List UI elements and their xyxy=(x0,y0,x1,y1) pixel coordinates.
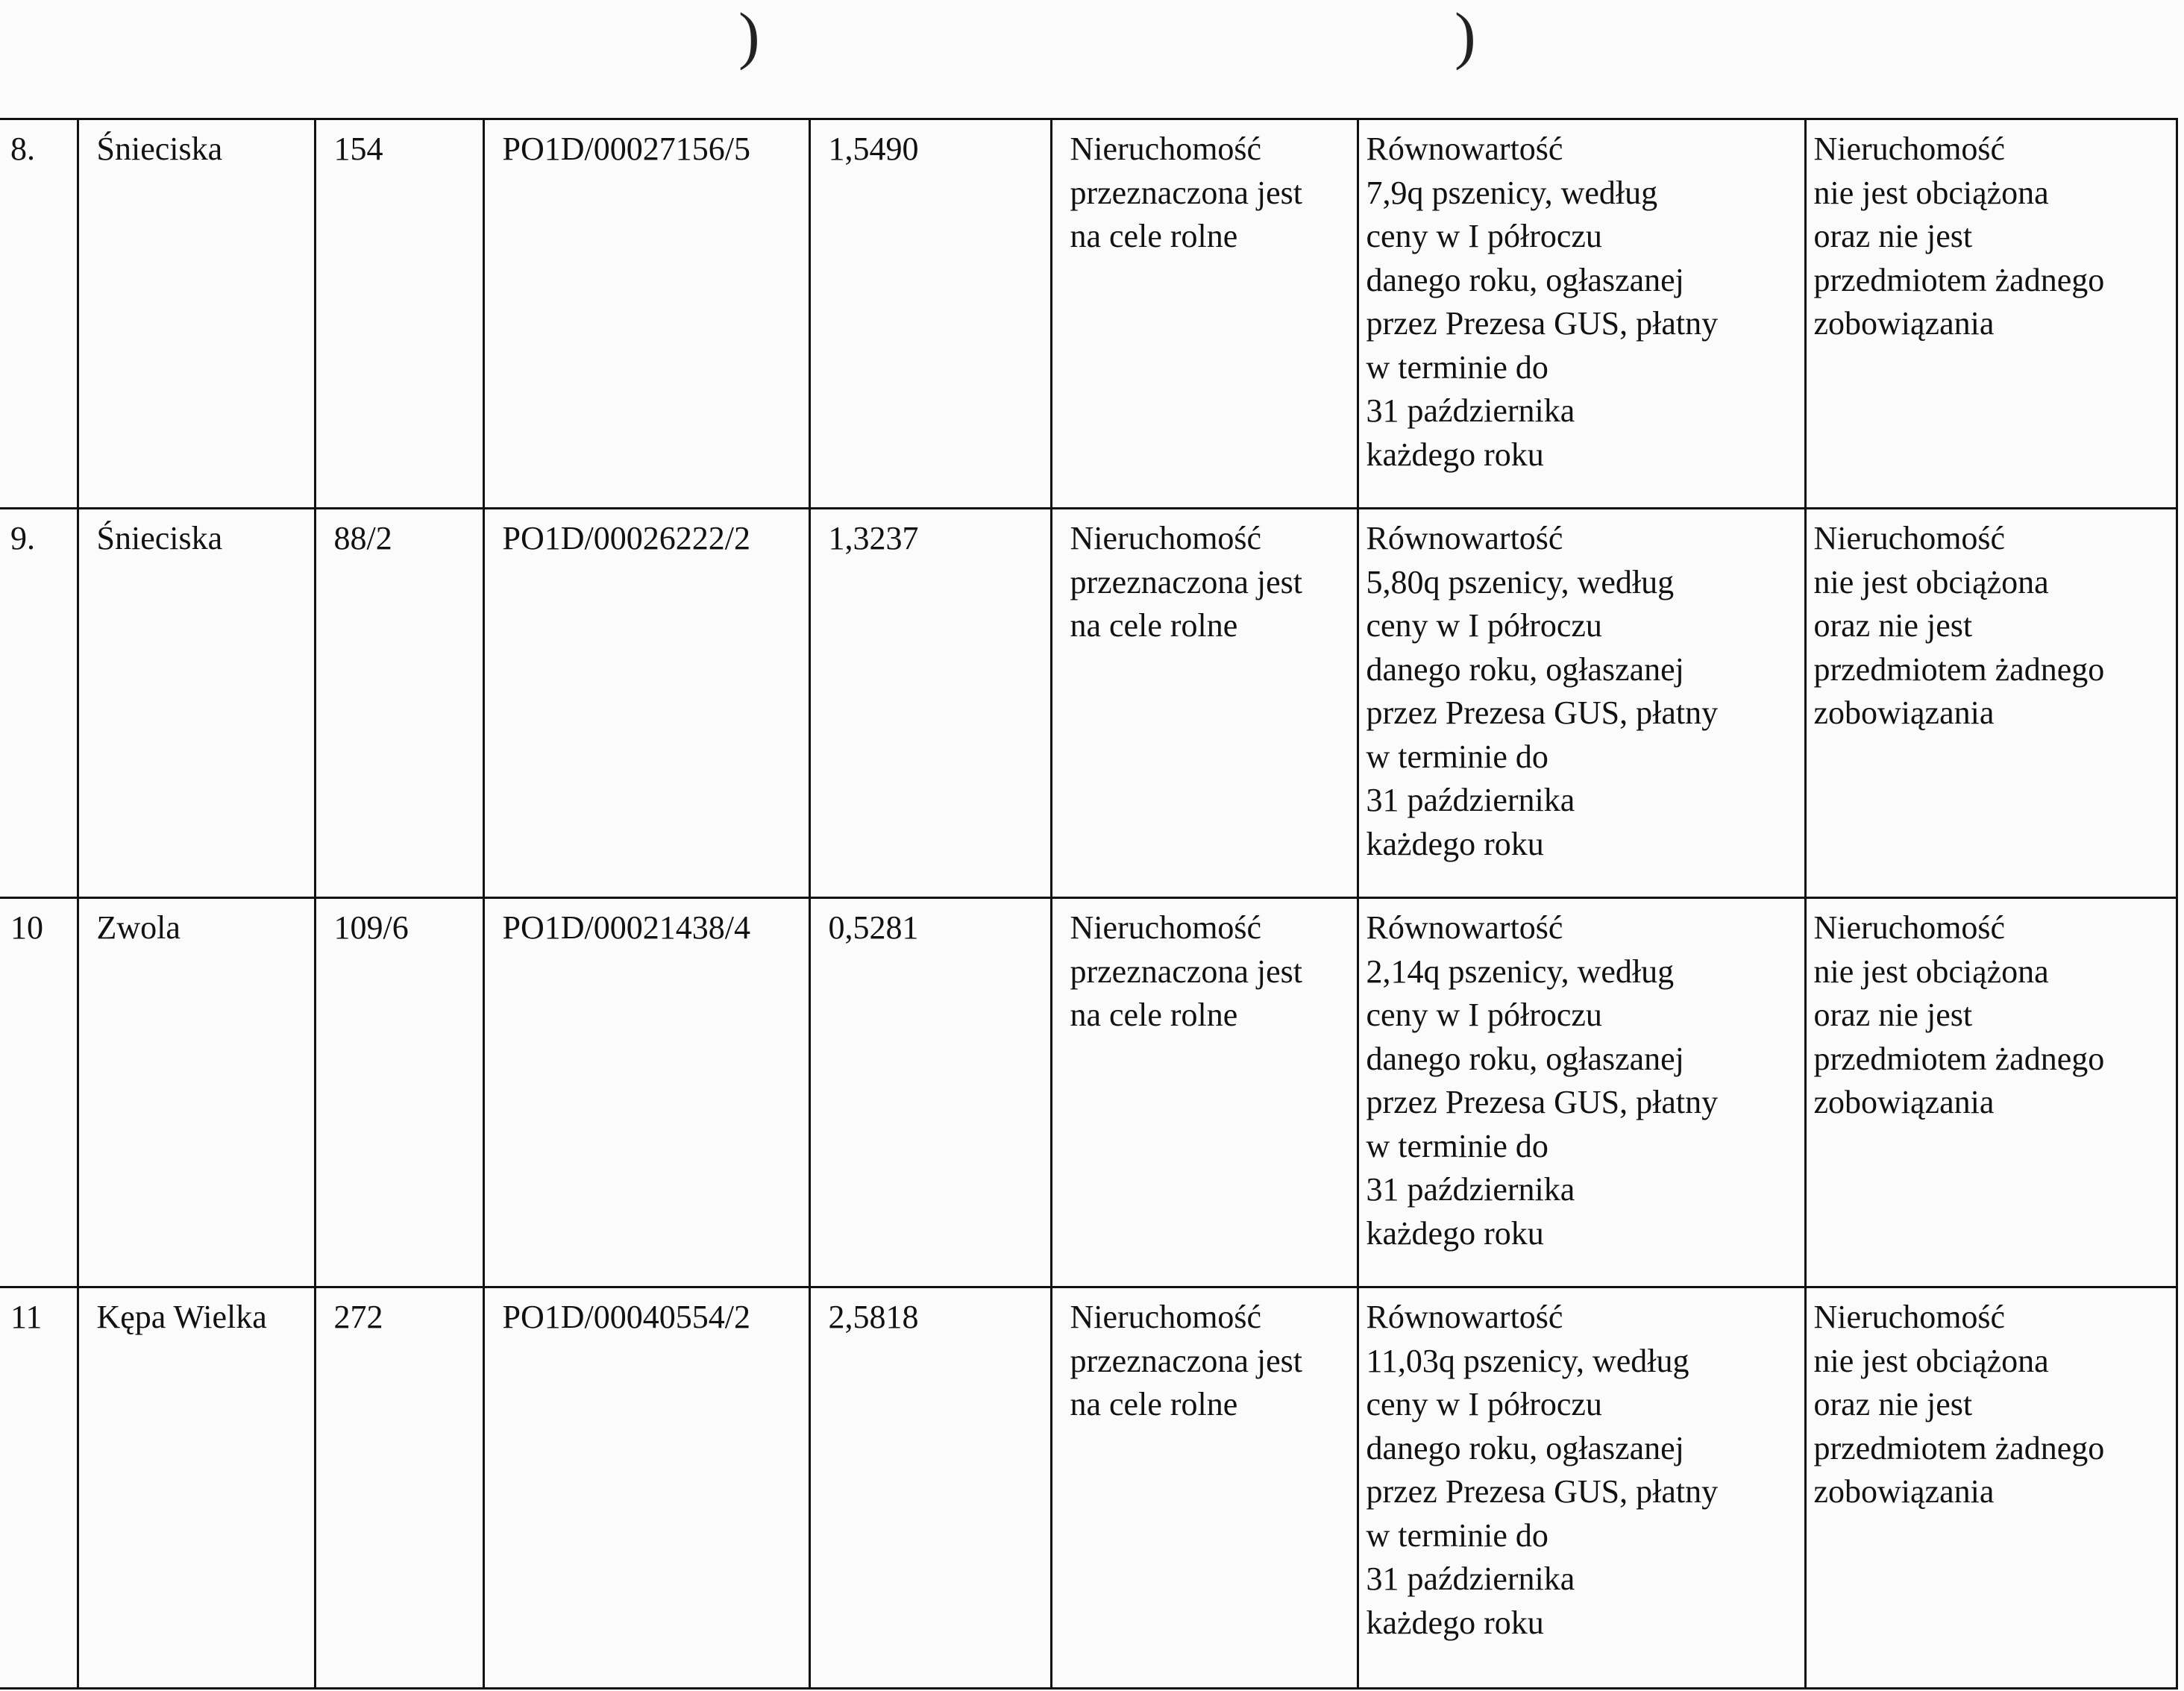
cell-powierzchnia: 2,5818 xyxy=(809,1287,1051,1689)
cell-dzialka: 272 xyxy=(315,1287,483,1689)
cell-dzialka: 109/6 xyxy=(315,898,483,1287)
cell-kw: PO1D/00021438/4 xyxy=(483,898,809,1287)
cell-kw: PO1D/00040554/2 xyxy=(483,1287,809,1689)
cell-obciazenia: Nieruchomość nie jest obciążona oraz nie jest przedmiotem żadnego zobowiązania xyxy=(1805,509,2177,898)
cell-przeznaczenie: Nieruchomość przeznaczona jest na cele rolne xyxy=(1051,898,1358,1287)
cell-przeznaczenie: Nieruchomość przeznaczona jest na cele rolne xyxy=(1051,1287,1358,1689)
cell-dzialka: 154 xyxy=(315,119,483,509)
cell-powierzchnia: 1,5490 xyxy=(809,119,1051,509)
cell-lp: 10 xyxy=(0,898,78,1287)
table-row xyxy=(0,509,2177,898)
cell-czynsz: Równowartość 5,80q pszenicy, według ceny w I półroczu danego roku, ogłaszanej przez Prezesa GUS, płatny w terminie do 31 października każdego roku xyxy=(1358,509,1805,898)
cell-dzialka: 88/2 xyxy=(315,509,483,898)
table-row xyxy=(0,1287,2177,1689)
cell-przeznaczenie: Nieruchomość przeznaczona jest na cele rolne xyxy=(1051,119,1358,509)
cell-czynsz: Równowartość 7,9q pszenicy, według ceny w I półroczu danego roku, ogłaszanej przez Prezesa GUS, płatny w terminie do 31 października każdego roku xyxy=(1358,119,1805,509)
cell-przeznaczenie: Nieruchomość przeznaczona jest na cele rolne xyxy=(1051,509,1358,898)
cell-kw: PO1D/00026222/2 xyxy=(483,509,809,898)
cell-obciazenia: Nieruchomość nie jest obciążona oraz nie jest przedmiotem żadnego zobowiązania xyxy=(1805,898,2177,1287)
cell-lp: 11 xyxy=(0,1287,78,1689)
cell-czynsz: Równowartość 11,03q pszenicy, według ceny w I półroczu danego roku, ogłaszanej przez Prezesa GUS, płatny w terminie do 31 października każdego roku xyxy=(1358,1287,1805,1689)
cell-obciazenia: Nieruchomość nie jest obciążona oraz nie jest przedmiotem żadnego zobowiązania xyxy=(1805,119,2177,509)
cell-obreb: Śnieciska xyxy=(78,119,315,509)
cell-powierzchnia: 1,3237 xyxy=(809,509,1051,898)
table-row xyxy=(0,898,2177,1287)
cell-obciazenia: Nieruchomość nie jest obciążona oraz nie jest przedmiotem żadnego zobowiązania xyxy=(1805,1287,2177,1689)
cell-obreb: Śnieciska xyxy=(78,509,315,898)
table-row xyxy=(0,119,2177,509)
cell-obreb: Kępa Wielka xyxy=(78,1287,315,1689)
cell-czynsz: Równowartość 2,14q pszenicy, według ceny w I półroczu danego roku, ogłaszanej przez Prezesa GUS, płatny w terminie do 31 października każdego roku xyxy=(1358,898,1805,1287)
property-table xyxy=(0,118,2178,1690)
punch-hole-mark-right: ) xyxy=(1455,0,1476,71)
cell-powierzchnia: 0,5281 xyxy=(809,898,1051,1287)
punch-hole-mark-left: ) xyxy=(738,0,760,71)
cell-kw: PO1D/00027156/5 xyxy=(483,119,809,509)
cell-lp: 9. xyxy=(0,509,78,898)
cell-lp: 8. xyxy=(0,119,78,509)
cell-obreb: Zwola xyxy=(78,898,315,1287)
